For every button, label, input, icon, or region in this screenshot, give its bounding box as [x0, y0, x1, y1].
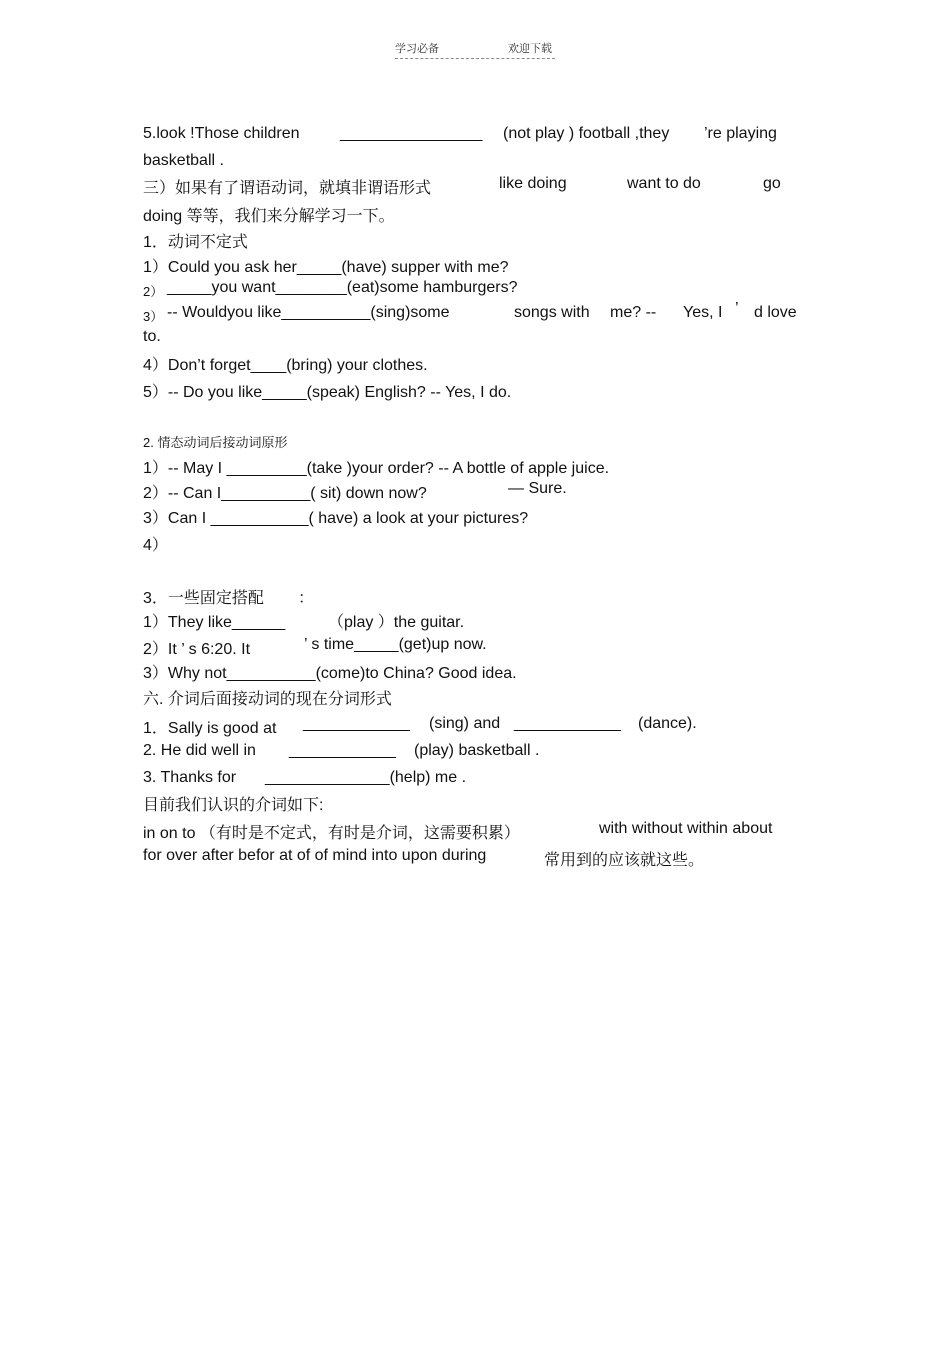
text: 3．一些固定搭配 — [143, 590, 264, 607]
heading: 2. 情态动词后接动词原形 — [143, 435, 288, 450]
text: _____you want________(eat)some hamburgers? — [167, 279, 518, 296]
question-line: 1）Could you ask her_____(have) supper with me? — [143, 259, 509, 276]
heading: 1．动词不定式 — [143, 234, 248, 251]
text: 三）如果有了谓语动词，就填非谓语形式 — [143, 180, 432, 197]
text: ______________(help) me . — [265, 769, 467, 786]
blank: ____________ — [303, 715, 410, 732]
text: 常用到的应该就这些。 — [544, 852, 705, 869]
text: for over after befor at of of mind into upon during — [143, 847, 487, 864]
text: Yes, I — [683, 304, 723, 321]
text: — Sure. — [508, 480, 567, 497]
text: 2）-- Can I__________( sit) down now? — [143, 485, 427, 502]
text: 1）They like______ — [143, 614, 286, 631]
text-line: 目前我们认识的介词如下: — [143, 797, 324, 814]
text: -- Wouldyou like__________(sing)some — [167, 304, 450, 321]
text: ’ s time_____(get)up now. — [304, 636, 487, 653]
blank: ____________ — [289, 742, 396, 759]
page-header — [395, 40, 555, 59]
section-line: doing 等等，我们来分解学习一下。 — [143, 208, 395, 225]
question-line: 4） — [143, 537, 168, 554]
header-left: 学习必备 — [395, 43, 439, 55]
text: (sing) and — [429, 715, 501, 732]
text: (not play ) football ,they — [503, 125, 670, 142]
number: 2） — [143, 284, 164, 299]
question-line: 3）Why not__________(come)to China? Good idea. — [143, 665, 517, 682]
text: （play ）the guitar. — [328, 614, 465, 631]
blank: ____________ — [514, 715, 621, 732]
text: like doing — [499, 175, 567, 192]
text: ’re playing — [704, 125, 777, 142]
header-right: 欢迎下载 — [508, 43, 552, 55]
question-line: basketball . — [143, 152, 224, 169]
text: go — [763, 175, 781, 192]
text: songs with — [514, 304, 590, 321]
text: (play) basketball . — [414, 742, 540, 759]
text: 2. He did well in — [143, 742, 256, 759]
blank: ________________ — [340, 125, 483, 142]
text: 5.look !Those children — [143, 125, 300, 142]
text: 3. Thanks for — [143, 769, 237, 786]
text: with without within about — [599, 820, 773, 837]
number: 3） — [143, 309, 164, 324]
question-line: to. — [143, 328, 161, 345]
question-line: 5）-- Do you like_____(speak) English? -- Yes, I do. — [143, 384, 512, 401]
text: d love — [754, 304, 797, 321]
text: 1．Sally is good at — [143, 720, 277, 737]
text: in on to （有时是不定式，有时是介词，这需要积累） — [143, 825, 520, 842]
text: want to do — [627, 175, 701, 192]
text: me? -- — [610, 304, 657, 321]
text: ’ — [735, 300, 739, 317]
question-line: 3）Can I ___________( have) a look at your pictures? — [143, 510, 529, 527]
text: ： — [298, 590, 315, 607]
question-line: 4）Don’t forget____(bring) your clothes. — [143, 357, 428, 374]
text: 2）It ’ s 6:20. It — [143, 641, 251, 658]
question-line: 1）-- May I _________(take )your order? -- A bottle of apple juice. — [143, 460, 610, 477]
section-line: 六. 介词后面接动词的现在分词形式 — [143, 691, 392, 708]
text: (dance). — [638, 715, 697, 732]
